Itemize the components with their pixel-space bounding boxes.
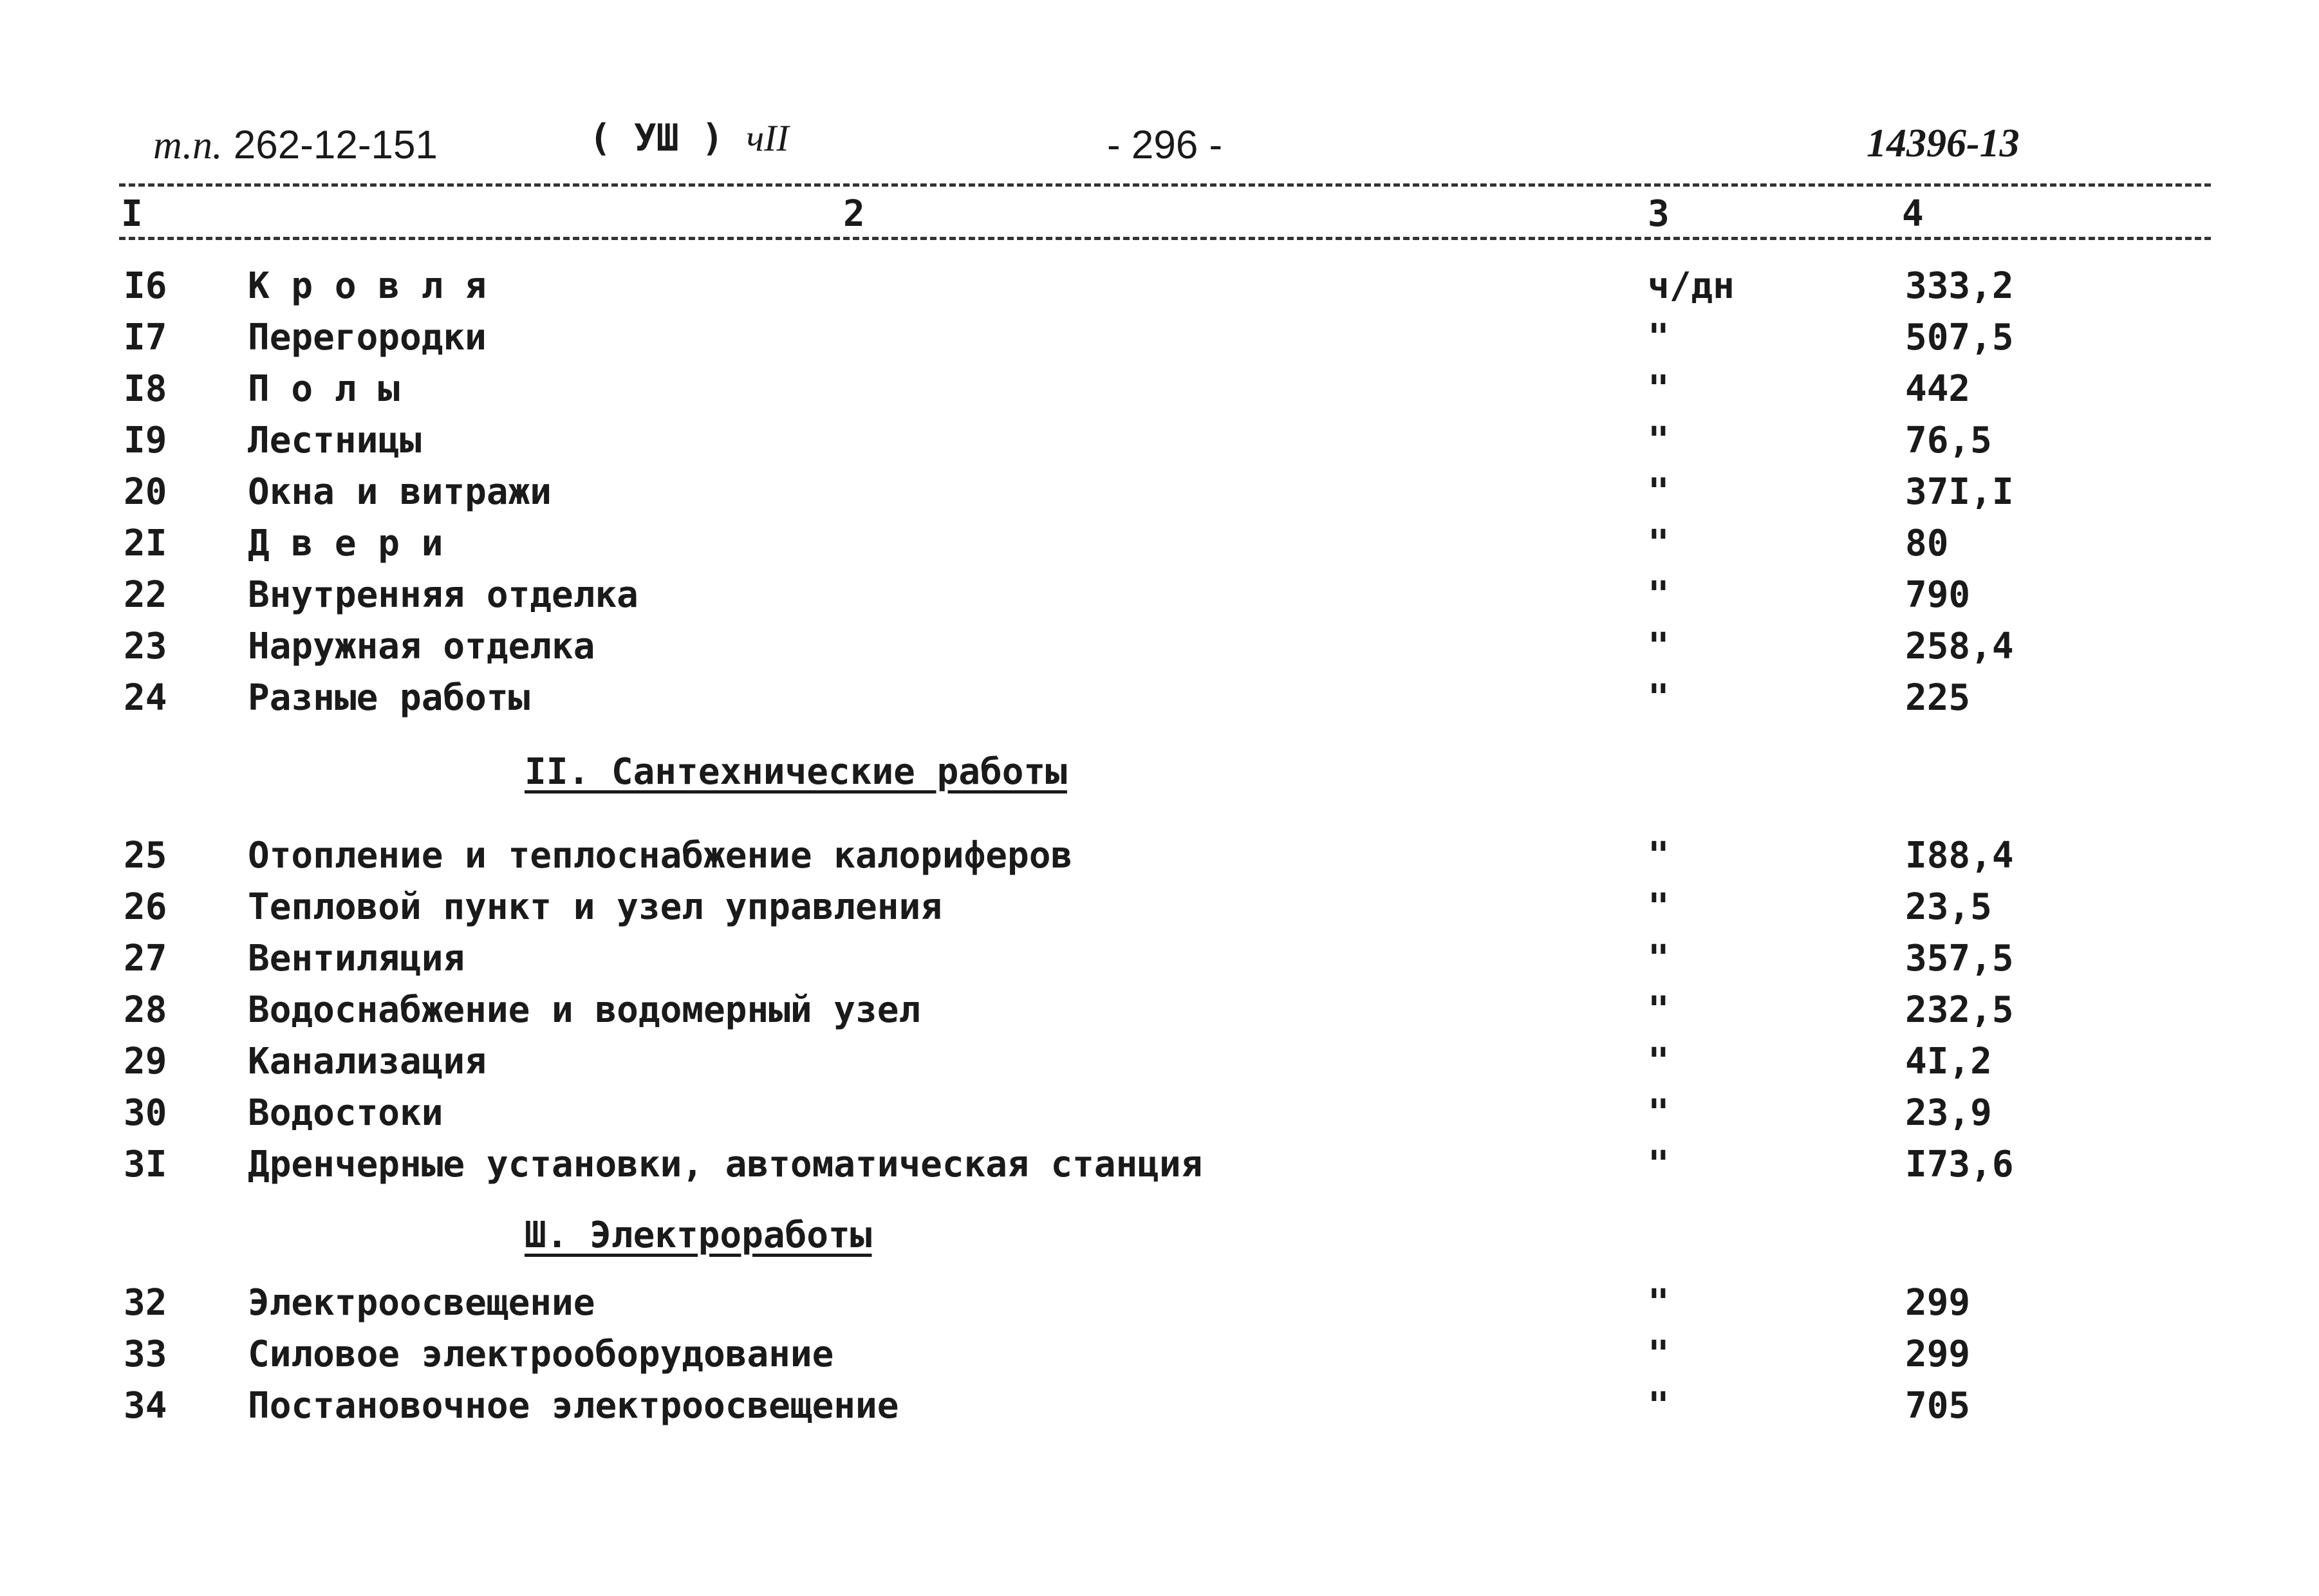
row-value: 225 bbox=[1905, 677, 1971, 719]
row-name: Окна и витражи bbox=[248, 471, 552, 513]
table-row bbox=[0, 1380, 2319, 1432]
row-number: 23 bbox=[124, 626, 167, 667]
row-number: I9 bbox=[124, 420, 167, 461]
row-value: 705 bbox=[1905, 1385, 1971, 1427]
row-name: Дренчерные установки, автоматическая станция bbox=[248, 1144, 1203, 1185]
table-row bbox=[0, 985, 2319, 1036]
column-divider bbox=[119, 237, 2211, 240]
row-unit: " bbox=[1648, 1144, 1670, 1185]
row-number: I7 bbox=[124, 317, 167, 358]
row-name: Перегородки bbox=[248, 317, 487, 358]
row-value: 442 bbox=[1905, 368, 1971, 410]
row-value: 333,2 bbox=[1905, 265, 2014, 307]
header-divider bbox=[119, 183, 2211, 187]
column-number-1: I bbox=[121, 193, 143, 235]
row-value: I73,6 bbox=[1905, 1144, 2014, 1185]
row-unit: " bbox=[1648, 1282, 1670, 1324]
table-row bbox=[0, 882, 2319, 933]
table-row bbox=[0, 415, 2319, 467]
row-value: 299 bbox=[1905, 1282, 1971, 1324]
document-number bbox=[153, 122, 438, 169]
row-unit: " bbox=[1648, 420, 1670, 461]
section-title-plumbing bbox=[0, 747, 2319, 798]
row-value: 23,5 bbox=[1905, 886, 1992, 928]
row-unit: " bbox=[1648, 989, 1670, 1031]
row-unit: " bbox=[1648, 1092, 1670, 1134]
row-value: 37I,I bbox=[1905, 471, 2014, 513]
row-value: 299 bbox=[1905, 1333, 1971, 1375]
row-name: Разные работы bbox=[248, 677, 530, 719]
row-unit: " bbox=[1648, 1385, 1670, 1427]
row-number: 29 bbox=[124, 1041, 167, 1082]
table-row bbox=[0, 467, 2319, 518]
row-name: Наружная отделка bbox=[248, 626, 595, 667]
row-name: Водоснабжение и водомерный узел bbox=[248, 989, 921, 1031]
row-unit: " bbox=[1648, 523, 1670, 564]
document-code: 262-12-151 bbox=[233, 123, 438, 167]
table-row bbox=[0, 1329, 2319, 1380]
table-row bbox=[0, 364, 2319, 415]
row-name: П о л ы bbox=[248, 368, 400, 410]
row-unit: " bbox=[1648, 938, 1670, 979]
page-number: - 296 - bbox=[1107, 123, 1223, 167]
table-row bbox=[0, 1277, 2319, 1329]
row-value: 258,4 bbox=[1905, 626, 2014, 667]
table-row bbox=[0, 1139, 2319, 1191]
row-unit: " bbox=[1648, 886, 1670, 928]
section-title-text: II. Сантехнические работы bbox=[525, 751, 1067, 793]
row-name: Отопление и теплоснабжение калориферов bbox=[248, 835, 1073, 877]
row-unit: " bbox=[1648, 368, 1670, 410]
row-name: К р о в л я bbox=[248, 265, 487, 307]
row-number: 30 bbox=[124, 1092, 167, 1134]
row-unit: " bbox=[1648, 677, 1670, 719]
table-row bbox=[0, 312, 2319, 364]
table-row bbox=[0, 621, 2319, 673]
row-value: 76,5 bbox=[1905, 420, 1992, 461]
row-name: Электроосвещение bbox=[248, 1282, 595, 1324]
row-value: 23,9 bbox=[1905, 1092, 1992, 1134]
document-prefix: т.п. bbox=[153, 124, 223, 167]
table-row bbox=[0, 570, 2319, 621]
row-unit: " bbox=[1648, 626, 1670, 667]
table-row bbox=[0, 673, 2319, 724]
row-number: I8 bbox=[124, 368, 167, 410]
section-label: ( УШ ) bbox=[589, 116, 724, 160]
row-name: Постановочное электроосвещение bbox=[248, 1385, 899, 1427]
column-number-2: 2 bbox=[843, 193, 865, 235]
row-number: 25 bbox=[124, 835, 167, 877]
row-value: 507,5 bbox=[1905, 317, 2014, 358]
row-number: I6 bbox=[124, 265, 167, 307]
table-row bbox=[0, 518, 2319, 570]
row-name: Водостоки bbox=[248, 1092, 443, 1134]
row-value: 790 bbox=[1905, 574, 1971, 616]
row-unit: " bbox=[1648, 1041, 1670, 1082]
row-number: 26 bbox=[124, 886, 167, 928]
row-number: 28 bbox=[124, 989, 167, 1031]
row-name: Канализация bbox=[248, 1041, 487, 1082]
row-unit: " bbox=[1648, 574, 1670, 616]
section-title-electrical bbox=[0, 1210, 2319, 1261]
row-value: 4I,2 bbox=[1905, 1041, 1992, 1082]
row-unit: " bbox=[1648, 835, 1670, 877]
row-name: Тепловой пункт и узел управления bbox=[248, 886, 942, 928]
section-title-text: Ш. Электроработы bbox=[525, 1214, 872, 1256]
row-name: Вентиляция bbox=[248, 938, 465, 979]
table-row bbox=[0, 1088, 2319, 1139]
page-header bbox=[0, 116, 2319, 174]
row-number: 3I bbox=[124, 1144, 167, 1185]
row-number: 22 bbox=[124, 574, 167, 616]
column-numbers bbox=[0, 193, 2319, 238]
row-number: 20 bbox=[124, 471, 167, 513]
table-row bbox=[0, 830, 2319, 882]
row-unit: ч/дн bbox=[1648, 265, 1735, 307]
row-number: 27 bbox=[124, 938, 167, 979]
column-number-3: 3 bbox=[1648, 193, 1670, 235]
inventory-stamp: 14396-13 bbox=[1867, 122, 2020, 165]
row-number: 32 bbox=[124, 1282, 167, 1324]
row-name: Внутренняя отделка bbox=[248, 574, 638, 616]
column-number-4: 4 bbox=[1902, 193, 1924, 235]
row-number: 34 bbox=[124, 1385, 167, 1427]
row-number: 24 bbox=[124, 677, 167, 719]
row-value: 357,5 bbox=[1905, 938, 2014, 979]
row-value: 80 bbox=[1905, 523, 1949, 564]
section-marker bbox=[589, 116, 789, 160]
row-value: I88,4 bbox=[1905, 835, 2014, 877]
row-unit: " bbox=[1648, 471, 1670, 513]
row-name: Д в е р и bbox=[248, 523, 443, 564]
table-row bbox=[0, 1036, 2319, 1088]
row-value: 232,5 bbox=[1905, 989, 2014, 1031]
row-number: 33 bbox=[124, 1333, 167, 1375]
row-number: 2I bbox=[124, 523, 167, 564]
section-handwritten-note: чII bbox=[746, 117, 789, 159]
table-row bbox=[0, 933, 2319, 985]
table-row bbox=[0, 261, 2319, 312]
row-unit: " bbox=[1648, 317, 1670, 358]
row-name: Силовое электрооборудование bbox=[248, 1333, 834, 1375]
row-name: Лестницы bbox=[248, 420, 422, 461]
row-unit: " bbox=[1648, 1333, 1670, 1375]
